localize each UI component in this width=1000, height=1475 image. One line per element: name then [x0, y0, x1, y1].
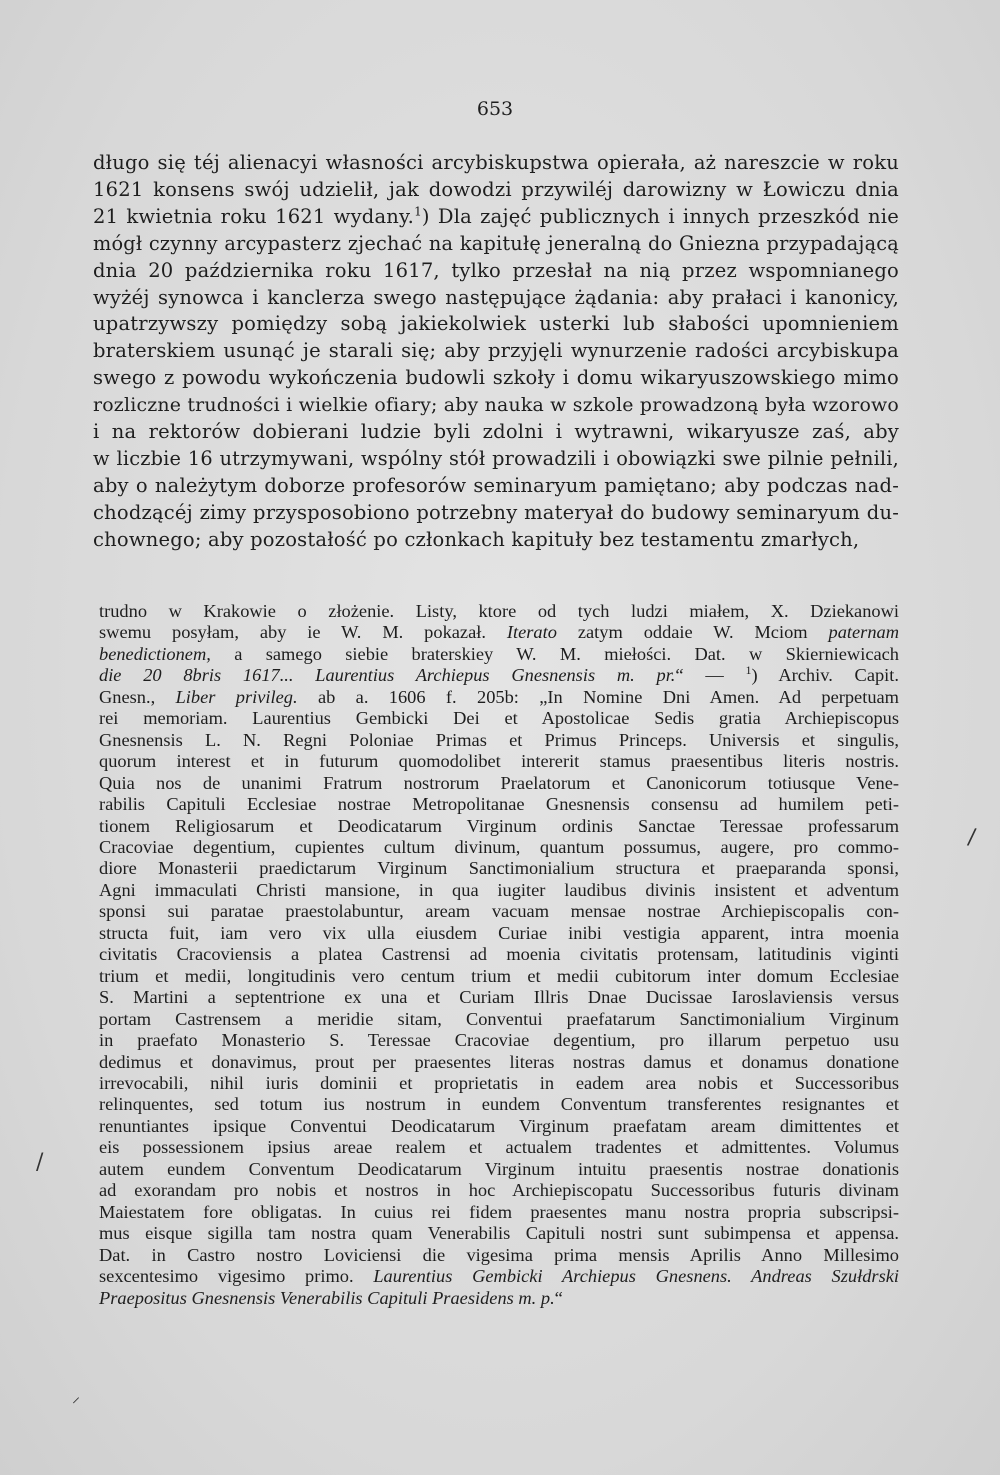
footnote-line	[99, 987, 899, 1008]
text-line	[93, 419, 899, 446]
footnote-line	[99, 966, 899, 987]
text-run: Quia nos de unanimi Fratrum nostrorum Praelatorum et Canonicorum totiusque Vene-	[99, 772, 899, 793]
footnote-line	[99, 1116, 899, 1137]
text-line	[93, 177, 899, 204]
text-run: 1621 konsens swój udzielił, jak dowodzi przywiléj darowizny w Łowiczu dnia	[93, 177, 899, 201]
text-run: Gnesnensis L. N. Regni Poloniae Primas et Primus Princeps. Universis et singulis,	[99, 729, 899, 750]
text-run: swego z powodu wykończenia budowli szkoły i domu wikaryuszowskiego mimo	[93, 366, 899, 390]
footnote-line	[99, 923, 899, 944]
italic-run: benedictionem,	[99, 643, 211, 664]
text-run: zatym oddaie W. Mciom	[556, 622, 829, 643]
text-run: braterskiem usunąć je starali się; aby przyjęli wynurzenie radości arcybiskupa	[93, 339, 899, 363]
footnote-line	[99, 687, 899, 708]
text-run: Maiestatem fore obligatas. In cuius rei fidem praesentes manu nostra propria subscripsi-	[99, 1201, 899, 1222]
text-line	[93, 150, 899, 177]
italic-run: Iterato	[506, 622, 557, 643]
text-run: dnia 20 października roku 1617, tylko przesłał na nią przez wspomnianego	[93, 258, 899, 282]
main-paragraph	[93, 150, 899, 554]
text-run: sexcentesimo vigesimo primo.	[99, 1266, 374, 1287]
margin-mark-right: /	[966, 824, 978, 851]
text-run: Gnesn.,	[99, 686, 176, 707]
text-run: diore Monasterii praedictarum Virginum Sanctimonialium structura et praeparanda sponsi,	[99, 858, 899, 879]
footnote-line	[99, 1223, 899, 1244]
text-run: renuntiantes ipsique Conventui Deodicatarum Virginum praefatam aream dimittentes et	[99, 1115, 899, 1136]
footnote-line	[99, 1052, 899, 1073]
text-line	[93, 500, 899, 527]
text-line	[93, 231, 899, 258]
text-line	[93, 365, 899, 392]
text-run: swemu posyłam, aby ie W. M. pokazał.	[99, 622, 507, 643]
text-run: chodzącéj zimy przysposobiono potrzebny materyał do budowy seminaryum du-	[93, 500, 899, 524]
text-run: autem eundem Conventum Deodicatarum Virginum intuitu praesentis nostrae donationis	[99, 1158, 899, 1179]
text-run: irrevocabili, nihil iuris dominii et proprietatis in eadem area nobis et Successoribus	[99, 1072, 899, 1093]
text-line	[93, 446, 899, 473]
text-run: relinquentes, sed totum ius nostrum in eundem Conventum transferentes resignantes et	[99, 1094, 899, 1115]
text-run: mógł czynny arcypasterz zjechać na kapitułę jeneralną do Gniezna przypadającą	[93, 231, 899, 255]
italic-run: Laurentius Gembicki Archiepus Gnesnens. Andreas Szułdrski	[373, 1266, 899, 1287]
footnote-marker: 1	[745, 663, 752, 678]
text-line	[93, 338, 899, 365]
text-run: rei memoriam. Laurentius Gembicki Dei et Apostolicae Sedis gratia Archiepiscopus	[99, 708, 899, 729]
footnote-line	[99, 1266, 899, 1287]
text-run: in praefato Monasterio S. Teressae Cracoviae degentium, pro illarum perpetuo usu	[99, 1030, 899, 1051]
text-run: structa fuit, iam vero vix ulla eiusdem Curiae inibi vestigia apparent, intra moenia	[99, 922, 899, 943]
footnote-line	[99, 901, 899, 922]
footnote-line	[99, 1202, 899, 1223]
italic-run: Liber privileg.	[175, 686, 298, 707]
text-run: sponsi sui paratae praestolabuntur, aream vacuam mensae nostrae Archiepiscopalis con-	[99, 901, 899, 922]
text-line	[93, 473, 899, 500]
text-run: civitatis Cracoviensis a platea Castrensi ad moenia civitatis protensam, latitudinis viginti	[99, 944, 899, 965]
text-run: ) Archiv. Capit.	[751, 665, 899, 686]
footnote-line	[99, 665, 899, 686]
text-line	[93, 527, 899, 554]
text-run: portam Castrensem a meridie sitam, Conventui praefatarum Sanctimonialium Virginum	[99, 1008, 899, 1029]
page-number: 653	[476, 98, 514, 120]
footnote-line	[99, 880, 899, 901]
footnote-line	[99, 1073, 899, 1094]
footnote-marker: 1	[414, 204, 422, 219]
text-run: trium et medii, longitudinis vero centum trium et medii cubitorum inter domum Ecclesiae	[99, 965, 899, 986]
footnote-line	[99, 1094, 899, 1115]
footnote-line	[99, 858, 899, 879]
footnote-line	[99, 601, 899, 622]
text-run: Dat. in Castro nostro Loviciensi die vigesima prima mensis Aprilis Anno Millesimo	[99, 1244, 899, 1265]
italic-run: Praepositus Gnesnensis Venerabilis Capituli Praesidens m. p.	[99, 1287, 555, 1308]
text-run: “ —	[675, 665, 746, 686]
italic-run: paternam	[828, 622, 899, 643]
text-run: “	[554, 1287, 563, 1308]
footnote-block	[99, 601, 899, 1309]
text-run: długo się téj alienacyi własności arcybiskupstwa opierała, aż nareszcie w roku	[93, 151, 899, 174]
text-run: S. Martini a septentrione ex una et Curiam Illris Dnae Ducissae Iaroslaviensis versus	[99, 987, 899, 1008]
footnote-line	[99, 837, 899, 858]
footnote-line	[99, 1159, 899, 1180]
footnote-line	[99, 622, 899, 643]
footnote-line	[99, 1245, 899, 1266]
text-run: rozliczne trudności i wielkie ofiary; aby nauka w szkole prowadzoną była wzorowo	[93, 394, 899, 417]
footnote-line	[99, 730, 899, 751]
margin-mark-left: /	[36, 1150, 44, 1175]
margin-mark-bottom: ⸝	[72, 1387, 81, 1406]
text-run: trudno w Krakowie o złożenie. Listy, ktore od tych ludzi miałem, X. Dziekanowi	[99, 601, 899, 621]
text-line	[93, 392, 899, 419]
text-run: a samego siebie braterskiey W. M. miełości. Dat. w Skierniewicach	[210, 643, 899, 664]
footnote-line	[99, 644, 899, 665]
footnote-line	[99, 944, 899, 965]
text-run: rabilis Capituli Ecclesiae nostrae Metropolitanae Gnesnensis consensu ad humilem peti-	[99, 794, 899, 815]
text-run: eis possessionem ipsius areae realem et actualem tradentes et admittentes. Volumus	[99, 1137, 899, 1158]
text-run: chownego; aby pozostałość po członkach kapituły bez testamentu zmarłych,	[93, 527, 860, 551]
text-run: upatrzywszy pomiędzy sobą jakiekolwiek usterki lub słabości upomnieniem	[93, 312, 899, 336]
footnote-line	[99, 1180, 899, 1201]
text-run: wyżéj synowca i kanclerza swego następujące żądania: aby prałaci i kanonicy,	[93, 285, 899, 309]
footnote-line	[99, 751, 899, 772]
text-run: 21 kwietnia roku 1621 wydany.	[93, 204, 415, 228]
footnote-line	[99, 1137, 899, 1158]
text-run: i na rektorów dobierani ludzie byli zdolni i wytrawni, wikaryusze zaś, aby	[93, 420, 899, 444]
text-run: ) Dla zajęć publicznych i innych przeszkód nie	[421, 204, 899, 228]
text-line	[93, 204, 899, 231]
text-line	[93, 285, 899, 312]
footnote-line	[99, 773, 899, 794]
text-run: mus eisque sigilla tam nostra quam Venerabilis Capituli nostri sunt subimpensa et appensa.	[99, 1223, 899, 1244]
text-run: Agni immaculati Christi mansione, in qua iugiter laudibus divinis insistent et adventum	[99, 879, 899, 900]
footnote-line	[99, 1009, 899, 1030]
text-run: aby o należytym doborze profesorów seminaryum pamiętano; aby podczas nad-	[93, 473, 899, 497]
footnote-line	[99, 794, 899, 815]
footnote-line	[99, 708, 899, 729]
footnote-line	[99, 1288, 899, 1309]
text-run: dedimus et donavimus, prout per praesentes literas nostras damus et donamus donatione	[99, 1051, 899, 1072]
text-line	[93, 258, 899, 285]
footnote-line	[99, 1030, 899, 1051]
text-run: ad exorandam pro nobis et nostros in hoc Archiepiscopatu Successoribus futuris divinam	[99, 1180, 899, 1201]
text-line	[93, 311, 899, 338]
footnote-line	[99, 816, 899, 837]
text-run: ab a. 1606 f. 205b: „In Nomine Dni Amen. Ad perpetuam	[297, 686, 899, 707]
italic-run: die 20 8bris 1617... Laurentius Archiepus Gnesnensis m. pr.	[99, 665, 676, 686]
text-run: w liczbie 16 utrzymywani, wspólny stół prowadzili i obowiązki swe pilnie pełnili,	[93, 446, 899, 470]
text-run: Cracoviae degentium, cupientes cultum divinum, quantum possumus, augere, pro commo-	[99, 836, 899, 857]
text-run: quorum interest et in futurum quomodolibet intererit stamus praesentibus literis nostris.	[99, 751, 899, 772]
text-run: tionem Religiosarum et Deodicatarum Virginum ordinis Sanctae Teressae professarum	[99, 815, 899, 836]
